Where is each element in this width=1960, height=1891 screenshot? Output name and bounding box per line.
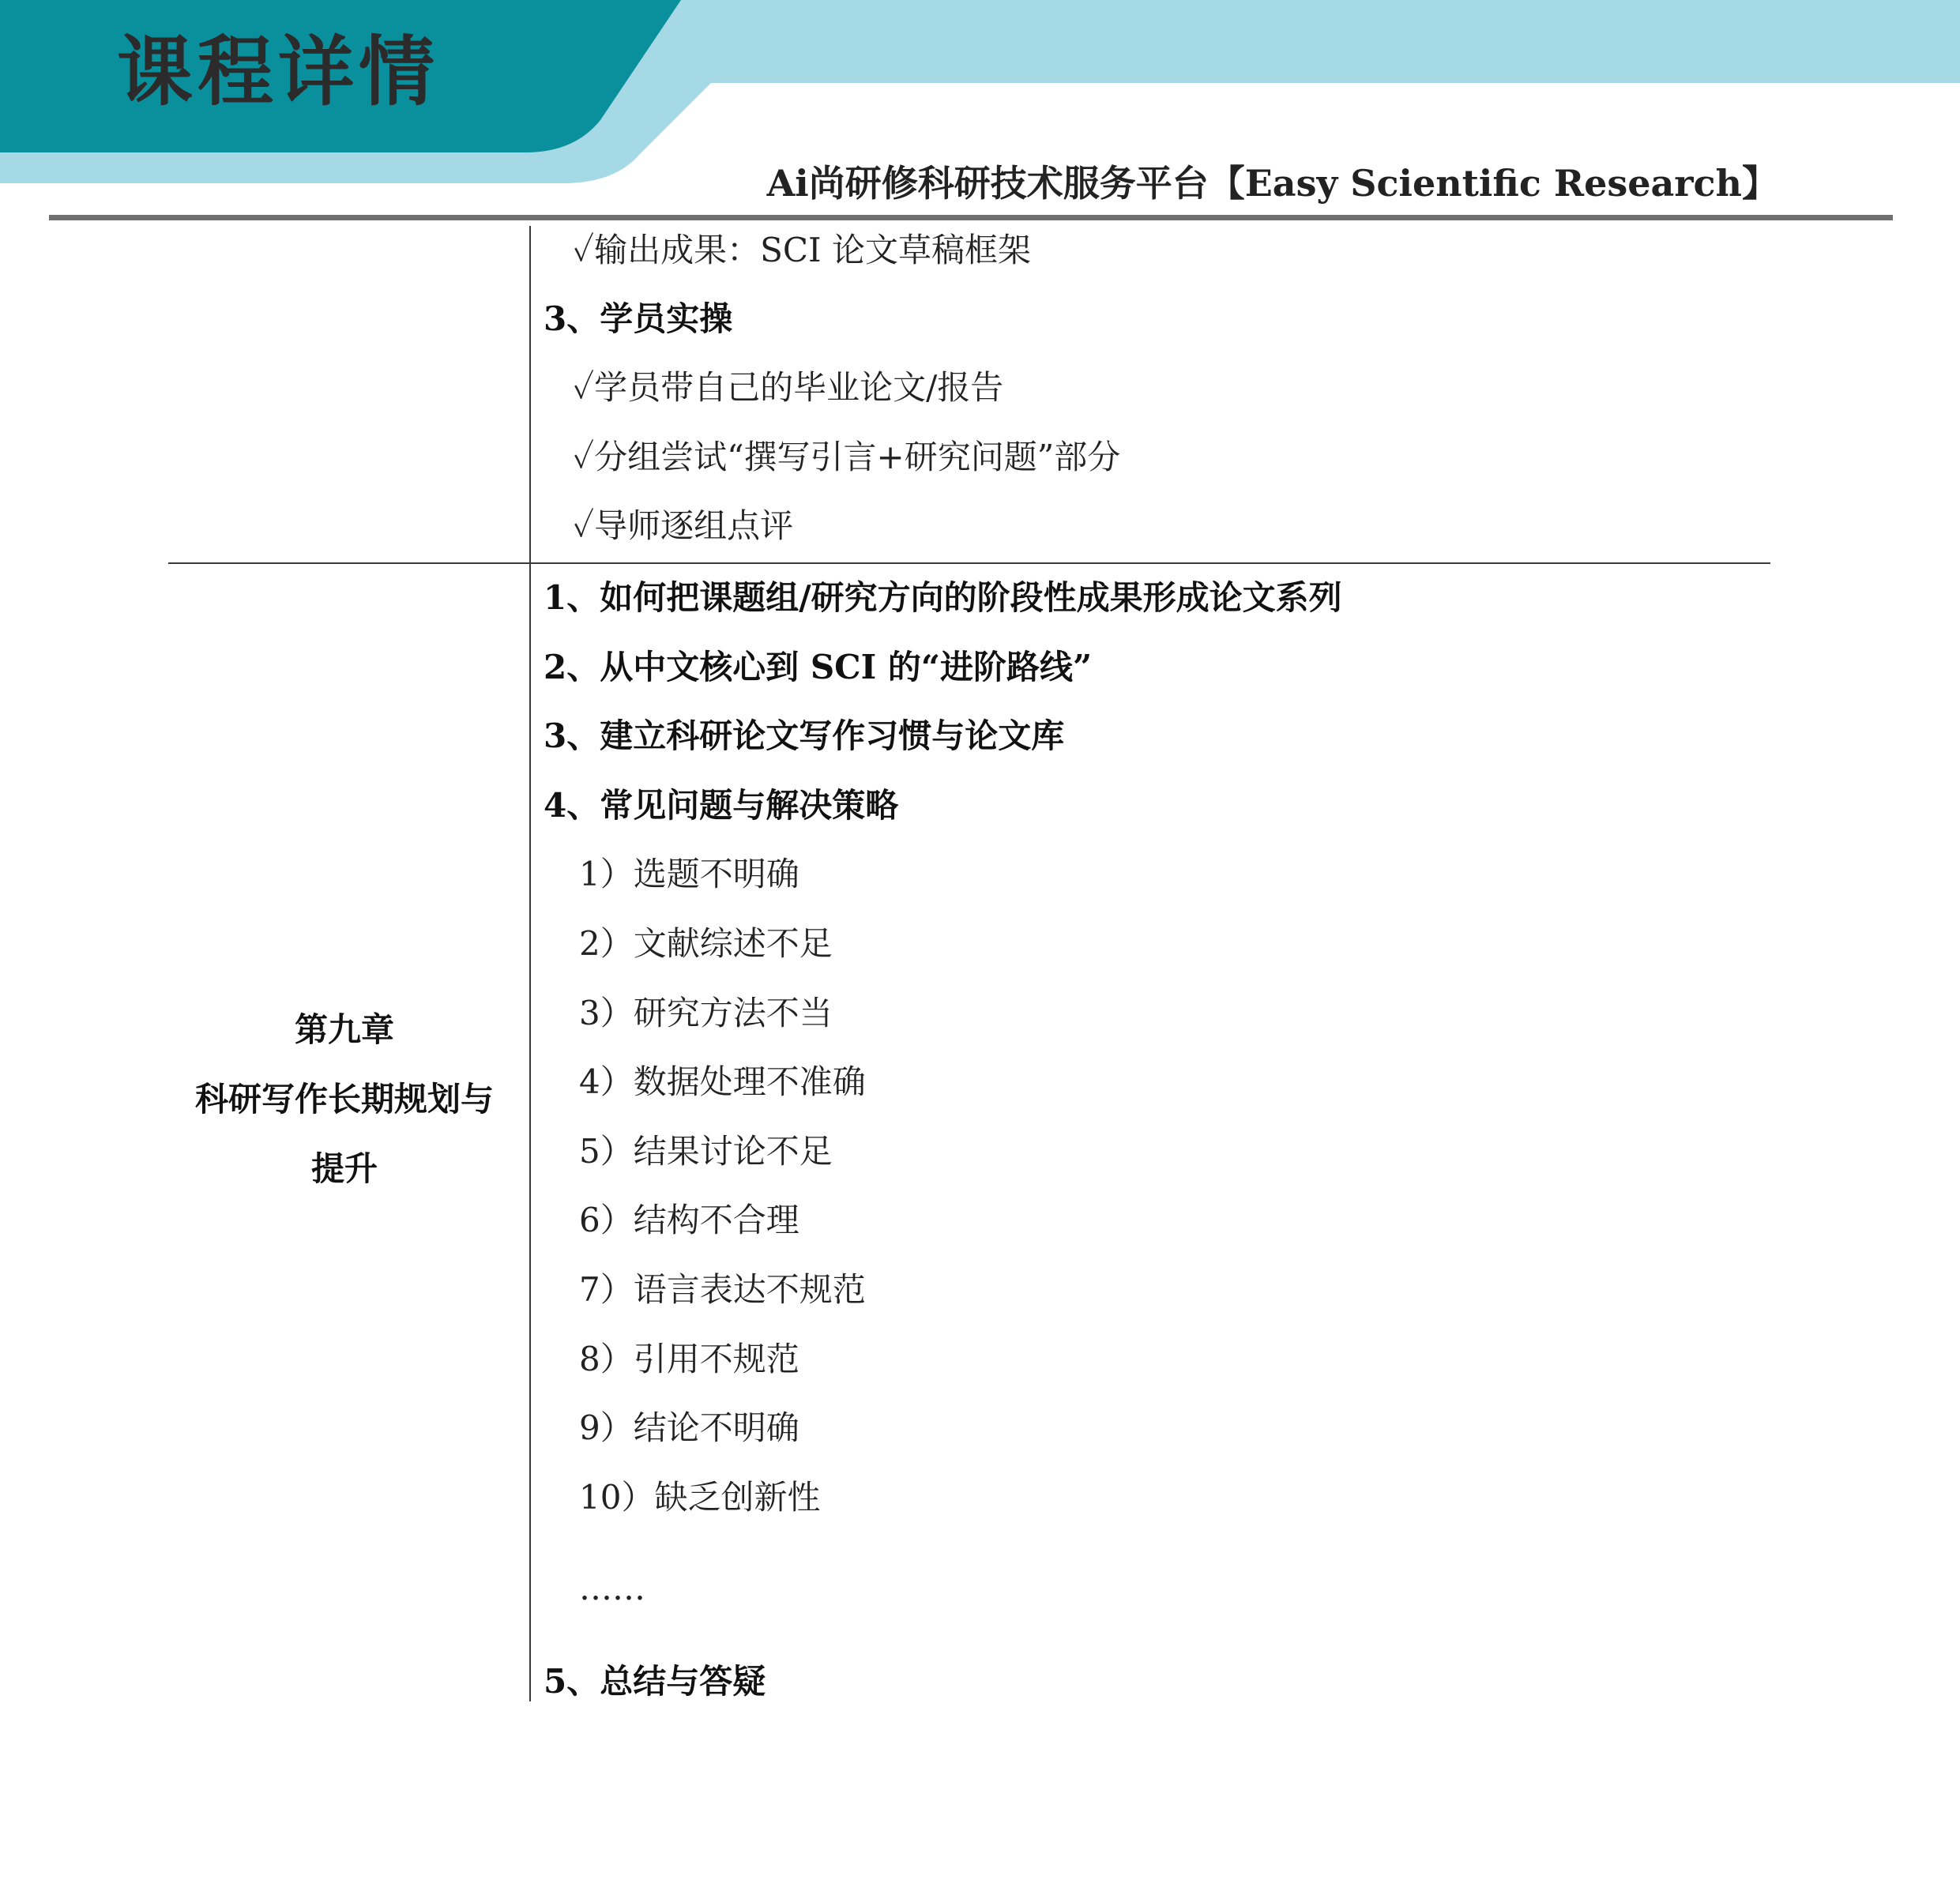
list-item: ✓输出成果：SCI 论文草稿框架 (573, 231, 1031, 269)
list-item: 4）数据处理不准确 (579, 1062, 866, 1101)
section-heading: 5、总结与答疑 (544, 1662, 766, 1701)
chapter-label-line: 第九章 (294, 1010, 394, 1049)
section-heading: 1、如何把课题组/研究方向的阶段性成果形成论文系列 (544, 578, 1342, 617)
ellipsis: …… (579, 1569, 645, 1607)
list-item: 5）结果讨论不足 (579, 1132, 833, 1171)
section-heading: 4、常见问题与解决策略 (544, 786, 899, 825)
list-item: ✓导师逐组点评 (573, 506, 794, 545)
chapter-label-line: 提升 (310, 1149, 378, 1188)
list-item: 3）研究方法不当 (579, 994, 833, 1032)
table-row-divider (168, 562, 1770, 564)
list-item: 6）结构不合理 (579, 1201, 799, 1239)
table-column-divider (529, 226, 531, 1701)
list-item: ✓分组尝试“撰写引言+研究问题”部分 (573, 438, 1121, 476)
list-item: 9）结论不明确 (579, 1408, 799, 1447)
list-item: 1）选题不明确 (579, 855, 799, 893)
page-title: 课程详情 (117, 28, 439, 116)
section-heading: 2、从中文核心到 SCI 的“进阶路线” (544, 648, 1093, 686)
list-item: ✓学员带自己的毕业论文/报告 (573, 368, 1004, 407)
section-heading: 3、建立科研论文写作习惯与论文库 (544, 716, 1065, 755)
list-item: 3、学员实操 (544, 299, 733, 338)
list-item: 2）文献综述不足 (579, 924, 833, 963)
list-item: 7）语言表达不规范 (579, 1270, 866, 1309)
list-item: 8）引用不规范 (579, 1340, 799, 1378)
chapter-label-line: 科研写作长期规划与 (194, 1080, 494, 1118)
platform-name: Ai尚研修科研技术服务平台【Easy Scientific Research】 (766, 162, 1778, 205)
header-rule (49, 215, 1893, 220)
list-item: 10）缺乏创新性 (579, 1478, 821, 1517)
